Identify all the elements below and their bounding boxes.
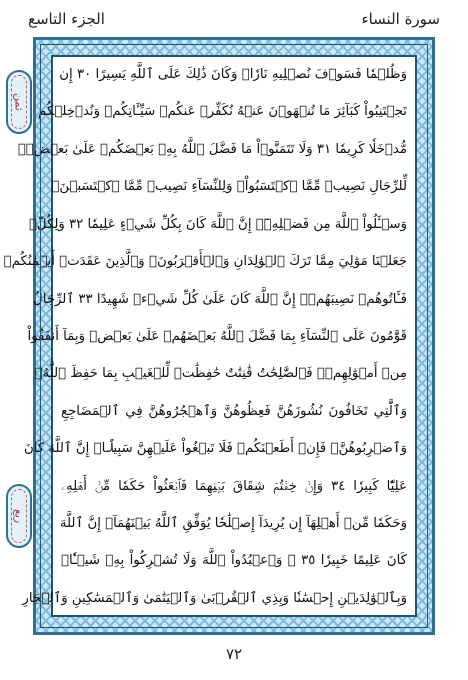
page-header (28, 10, 440, 36)
page-number: ٧٢ (225, 645, 243, 663)
quarter-marker-label: ربع (12, 508, 26, 524)
text-line: وَحَكَمٗا مِّنۡ أَهۡلِهَآ إِن يُرِيدَآ إِصۡلَٰحٗا يُوَفِّقِ ٱللَّهُ بَيۡنَهُمَآۗ إِنَّ ٱللَّهَ (59, 516, 407, 532)
text-line: قَوَّٰمُونَ عَلَى ٱلنِّسَآءِ بِمَا فَضَّلَ ٱللَّهُ بَعۡضَهُمۡ عَلَىٰ بَعۡضٖ وَبِمَآ أَنفَقُواْ (27, 328, 407, 344)
text-line: جَعَلۡنَا مَوَٰلِيَ مِمَّا تَرَكَ ٱلۡوَٰلِدَانِ وَٱلۡأَقۡرَبُونَۚ وَٱلَّذِينَ عَقَدَتۡ أَيۡمَٰنُكُمۡ (3, 254, 407, 270)
text-line: وَبِٱلۡوَٰلِدَيۡنِ إِحۡسَٰنٗا وَبِذِي ٱلۡقُرۡبَىٰ وَٱلۡيَتَٰمَىٰ وَٱلۡمَسَٰكِينِ وَٱلۡجَارِ (22, 590, 407, 606)
text-line: لِّلرِّجَالِ نَصِيبٞ مِّمَّا ٱكۡتَسَبُواْۖ وَلِلنِّسَآءِ نَصِيبٞ مِّمَّا ٱكۡتَسَبۡنَۚ (51, 179, 407, 195)
text-line: وَظُلۡمٗا فَسَوۡفَ نُصۡلِيهِ نَارٗاۚ وَكَانَ ذَٰلِكَ عَلَى ٱللَّهِ يَسِيرًا ٣٠ إِن (59, 67, 407, 82)
juz-title: الجزء التاسع (28, 10, 105, 28)
text-line: مُّدۡخَلٗا كَرِيمٗا ٣١ وَلَا تَتَمَنَّوۡاْ مَا فَضَّلَ ٱللَّهُ بِهِۦ بَعۡضَكُمۡ عَلَىٰ بَعۡضٖۚ (17, 141, 407, 157)
text-line: عَلِيّٗا كَبِيرٗا ٣٤ وَإِنۡ خِفۡتُمۡ شِقَاقَ بَيۡنِهِمَا فَٱبۡعَثُواْ حَكَمٗا مِّنۡ أَهۡلِهِۦ (61, 478, 407, 494)
text-line: وَٱضۡرِبُوهُنَّۖ فَإِنۡ أَطَعۡنَكُمۡ فَلَا تَبۡغُواْ عَلَيۡهِنَّ سَبِيلًاۗ إِنَّ ٱللَّهَ كَانَ (23, 441, 407, 457)
hizb-marker-label: ثمن (12, 93, 26, 111)
surah-title: سورة النساء (361, 10, 440, 28)
text-line: تَجۡتَنِبُواْ كَبَآئِرَ مَا تُنۡهَوۡنَ عَنۡهُ نُكَفِّرۡ عَنكُمۡ سَيِّـَٔاتِكُمۡ وَنُدۡخِلۡكُم (38, 104, 407, 120)
text-line: كَانَ عَلِيمًا خَبِيرٗا ٣٥ ۞ وَٱعۡبُدُواْ ٱللَّهَ وَلَا تُشۡرِكُواْ بِهِۦ شَيۡـٔٗاۖ (61, 553, 407, 569)
text-line: فَـَٔاتُوهُمۡ نَصِيبَهُمۡۚ إِنَّ ٱللَّهَ كَانَ عَلَىٰ كُلِّ شَيۡءٖ شَهِيدًا ٣٣ ٱلرِّجَالُ (33, 291, 407, 307)
text-line: وَٱلَّٰتِي تَخَافُونَ نُشُوزَهُنَّ فَعِظُوهُنَّ وَٱهۡجُرُوهُنَّ فِي ٱلۡمَضَاجِعِ (61, 403, 407, 419)
text-line: وَسۡـَٔلُواْ ٱللَّهَ مِن فَضۡلِهِۦٓۚ إِنَّ ٱللَّهَ كَانَ بِكُلِّ شَيۡءٍ عَلِيمٗا ٣٢ وَلِكُلّٖ (28, 216, 407, 232)
quarter-marker-ornament (6, 484, 32, 548)
text-line: مِنۡ أَمۡوَٰلِهِمۡۚ فَٱلصَّٰلِحَٰتُ قَٰنِتَٰتٌ حَٰفِظَٰتٞ لِّلۡغَيۡبِ بِمَا حَفِظَ ٱللَّهُۚ (34, 366, 407, 382)
hizb-marker-ornament (6, 70, 32, 134)
